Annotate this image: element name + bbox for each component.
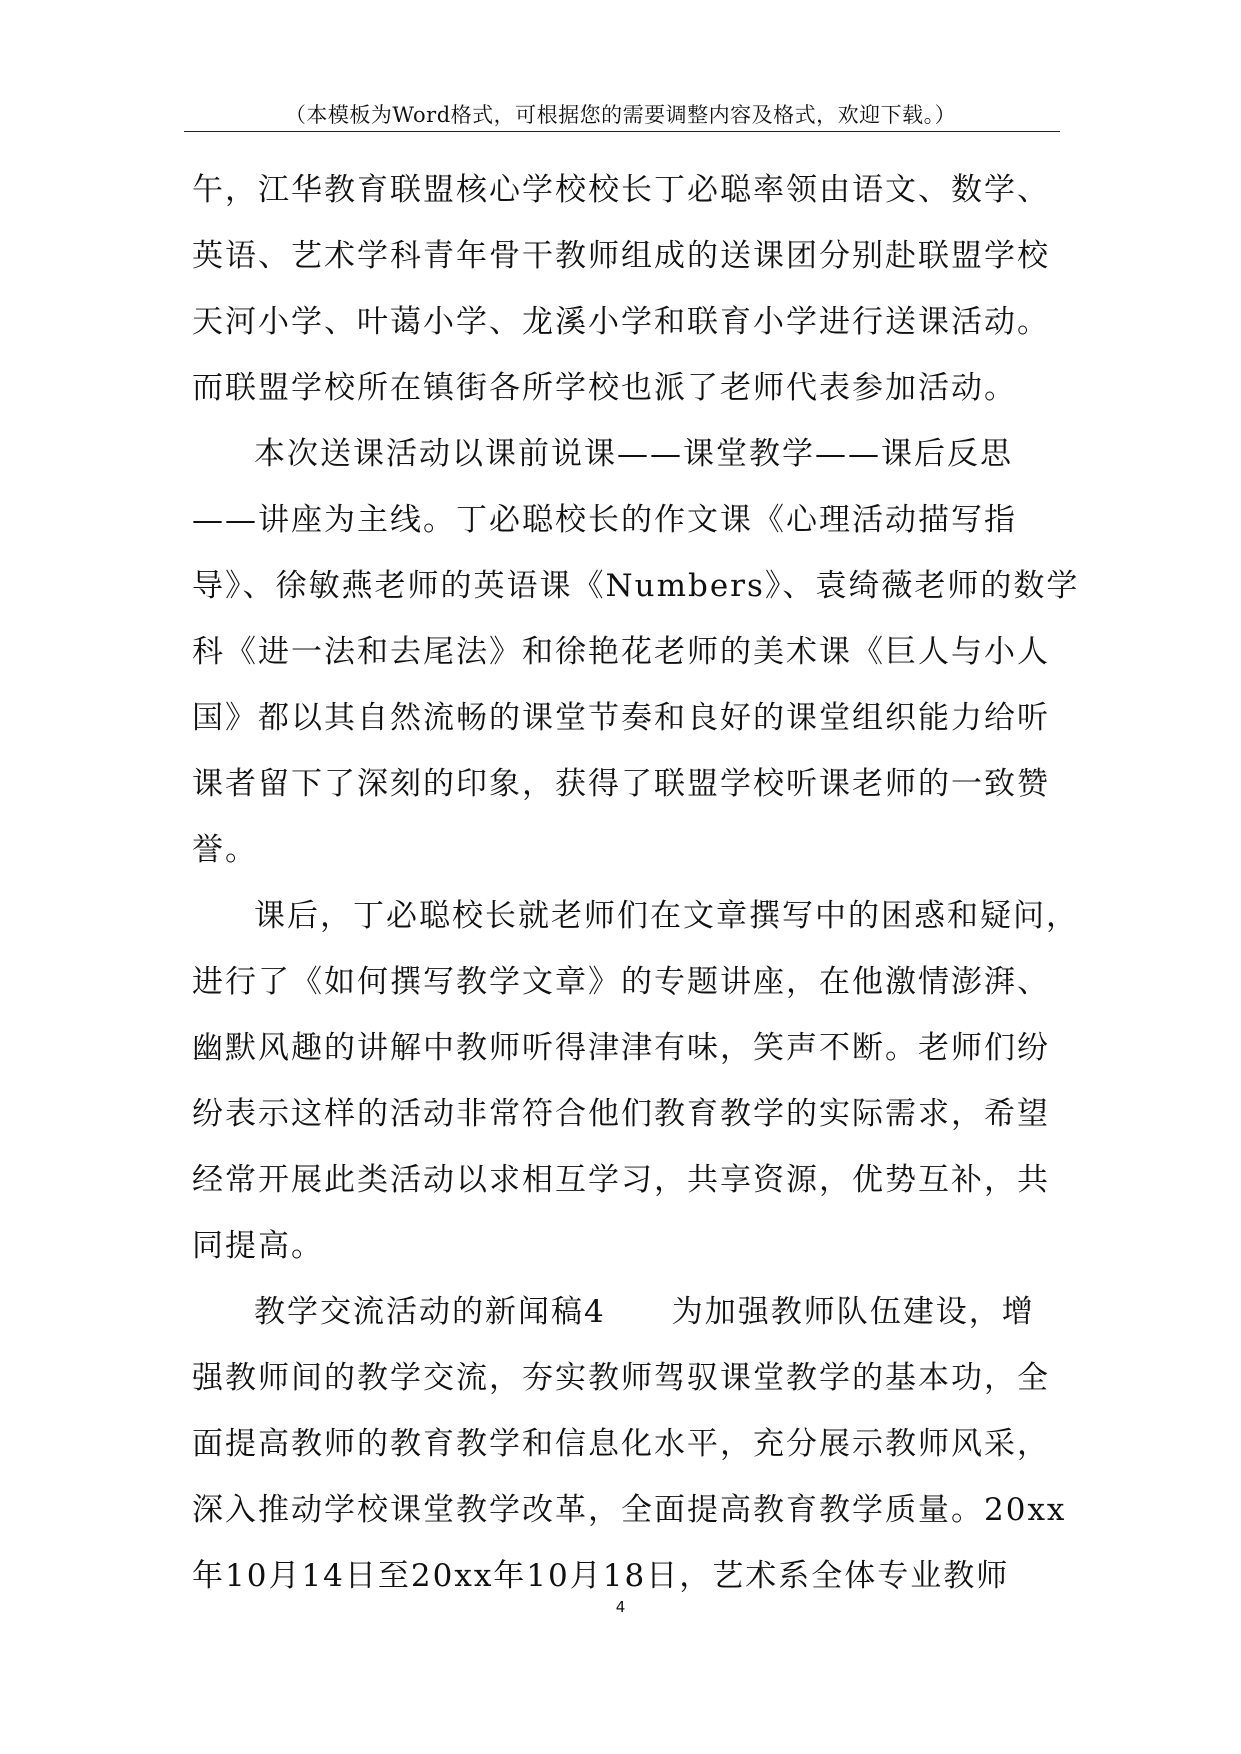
text-line: 午，江华教育联盟核心学校校长丁必聪率领由语文、数学、 bbox=[192, 172, 1050, 208]
text-line: 强教师间的教学交流，夯实教师驾驭课堂教学的基本功，全 bbox=[192, 1360, 1050, 1396]
text-line: 而联盟学校所在镇街各所学校也派了老师代表参加活动。 bbox=[192, 370, 1017, 406]
text-line: 誉。 bbox=[192, 832, 258, 868]
text-line: 年10月14日至20xx年10月18日，艺术系全体专业教师 bbox=[192, 1558, 1010, 1594]
page-number: 4 bbox=[615, 1598, 626, 1616]
text-line: 课者留下了深刻的印象，获得了联盟学校听课老师的一致赞 bbox=[192, 766, 1050, 802]
body-text bbox=[192, 157, 1080, 1609]
text-line: 纷表示这样的活动非常符合他们教育教学的实际需求，希望 bbox=[192, 1096, 1050, 1132]
text-line: 课后，丁必聪校长就老师们在文章撰写中的困惑和疑问， bbox=[254, 898, 1079, 934]
header-divider bbox=[184, 131, 1060, 132]
text-line: 幽默风趣的讲解中教师听得津津有味，笑声不断。老师们纷 bbox=[192, 1030, 1050, 1066]
text-line: 天河小学、叶蔼小学、龙溪小学和联育小学进行送课活动。 bbox=[192, 304, 1050, 340]
text-line: 经常开展此类活动以求相互学习，共享资源，优势互补，共 bbox=[192, 1162, 1050, 1198]
text-line: ——讲座为主线。丁必聪校长的作文课《心理活动描写指 bbox=[192, 502, 1017, 538]
text-line: 英语、艺术学科青年骨干教师组成的送课团分别赴联盟学校 bbox=[192, 238, 1050, 274]
text-line: 导》、徐敏燕老师的英语课《Numbers》、袁绮薇老师的数学 bbox=[192, 568, 1080, 604]
text-line: 科《进一法和去尾法》和徐艳花老师的美术课《巨人与小人 bbox=[192, 634, 1050, 670]
text-line: 同提高。 bbox=[192, 1228, 324, 1264]
header-note: （本模板为Word格式，可根据您的需要调整内容及格式，欢迎下载。） bbox=[284, 103, 957, 127]
text-line: 深入推动学校课堂教学改革，全面提高教育教学质量。20xx bbox=[192, 1492, 1067, 1528]
text-line: 国》都以其自然流畅的课堂节奏和良好的课堂组织能力给听 bbox=[192, 700, 1050, 736]
text-line: 教学交流活动的新闻稿4 为加强教师队伍建设，增 bbox=[254, 1294, 1035, 1330]
text-line: 进行了《如何撰写教学文章》的专题讲座，在他激情澎湃、 bbox=[192, 964, 1050, 1000]
text-line: 本次送课活动以课前说课——课堂教学——课后反思 bbox=[254, 436, 1013, 472]
text-line: 面提高教师的教育教学和信息化水平，充分展示教师风采， bbox=[192, 1426, 1050, 1462]
